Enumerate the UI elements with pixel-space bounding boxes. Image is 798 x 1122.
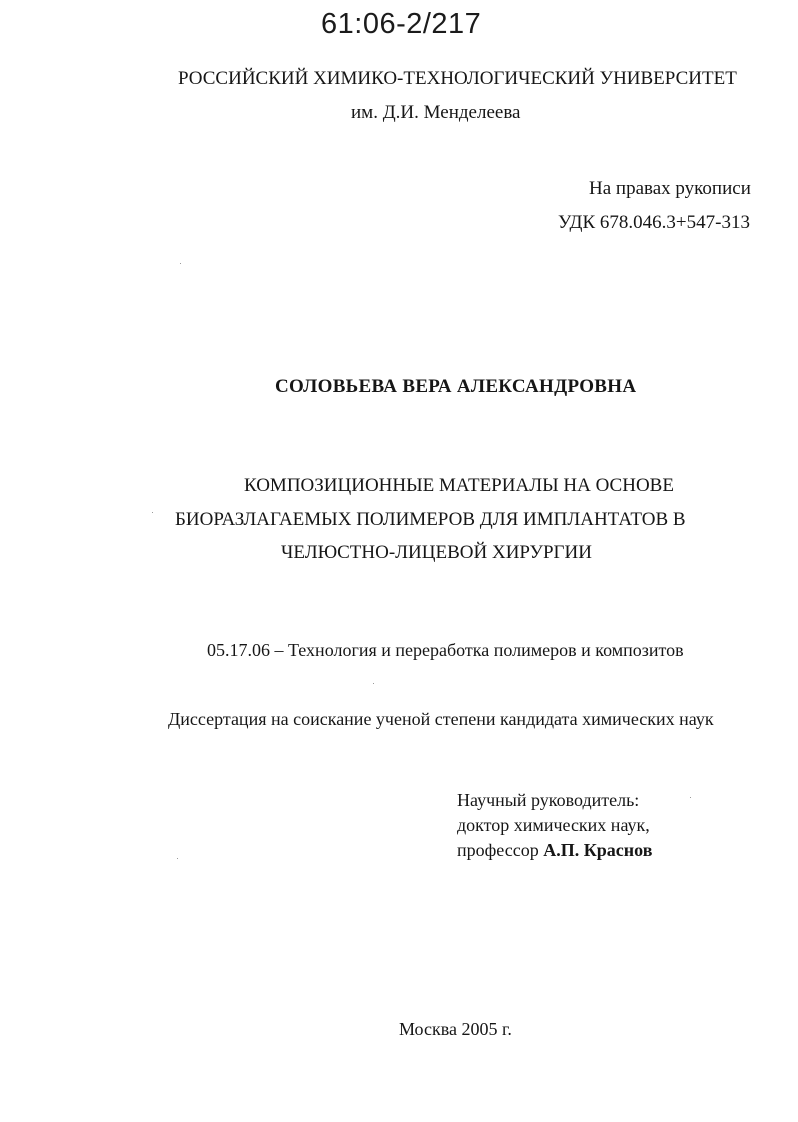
udc-code: УДК 678.046.3+547-313 [558,212,750,233]
scan-speck [373,683,374,684]
supervisor-degree: доктор химических наук, [457,815,650,835]
title-line-2: БИОРАЗЛАГАЕМЫХ ПОЛИМЕРОВ ДЛЯ ИМПЛАНТАТОВ В [175,509,686,530]
supervisor-title: профессор [457,840,539,860]
scan-speck [152,512,153,513]
university-name: РОССИЙСКИЙ ХИМИКО-ТЕХНОЛОГИЧЕСКИЙ УНИВЕРСИТЕТ [178,68,737,89]
supervisor-name: А.П. Краснов [543,840,653,860]
scan-speck [180,263,181,264]
specialty-code: 05.17.06 – Технология и переработка полимеров и композитов [207,640,684,660]
rights-note: На правах рукописи [589,178,751,199]
scan-speck [690,797,691,798]
title-line-1: КОМПОЗИЦИОННЫЕ МАТЕРИАЛЫ НА ОСНОВЕ [244,475,674,496]
supervisor-label: Научный руководитель: [457,790,640,810]
scan-speck [177,858,178,859]
supervisor-title-line [457,841,652,859]
city-and-year: Москва 2005 г. [399,1019,512,1039]
author-name: СОЛОВЬЕВА ВЕРА АЛЕКСАНДРОВНА [275,376,637,397]
title-line-3: ЧЕЛЮСТНО-ЛИЦЕВОЙ ХИРУРГИИ [281,542,592,563]
library-stamp-code: 61:06-2/217 [321,8,482,40]
dissertation-type: Диссертация на соискание ученой степени кандидата химических наук [168,709,714,729]
university-named-after: им. Д.И. Менделеева [351,102,521,123]
